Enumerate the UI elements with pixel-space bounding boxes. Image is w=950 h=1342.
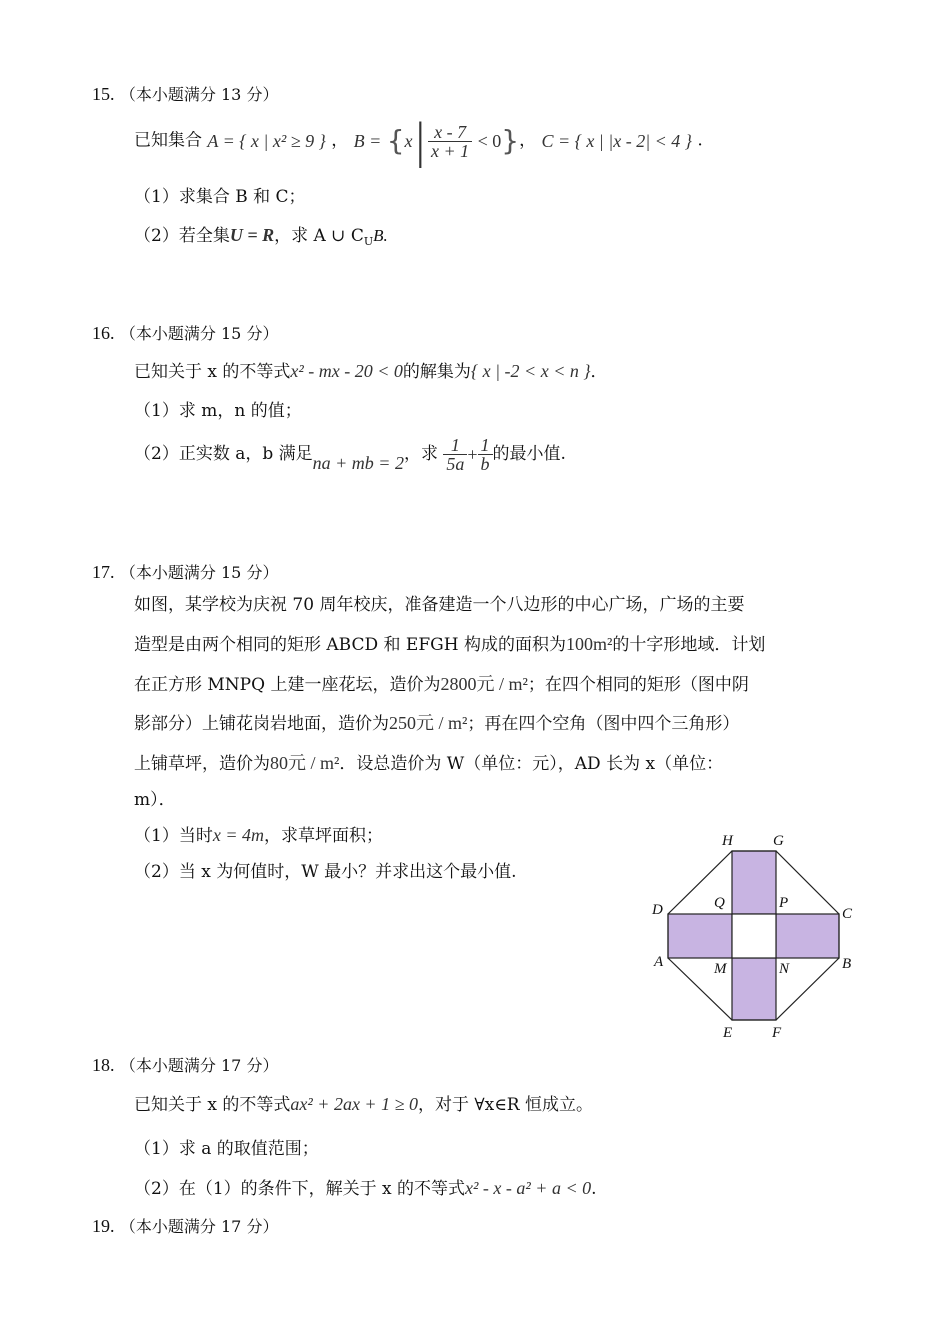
problem-17-line-1: 如图，某学校为庆祝 70 周年校庆，准备建造一个八边形的中心广场，广场的主要 — [134, 595, 745, 615]
square-mnpq — [732, 914, 776, 958]
problem-17-q1: （1）当时x = 4m，求草坪面积； — [134, 825, 383, 846]
lawn-price: 80元 / m² — [270, 753, 340, 773]
problem-16-q1: （1）求 m，n 的值； — [134, 401, 302, 421]
label-q: Q — [714, 895, 725, 911]
problem-17-header — [92, 563, 278, 582]
label-a: A — [654, 954, 664, 970]
problem-15-q1: （1）求集合 B 和 C； — [134, 187, 306, 207]
problem-15-q2: （2）若全集U = R，求 A ∪ $C_UB$. — [134, 225, 388, 248]
label-d: D — [652, 902, 663, 918]
label-c: C — [842, 906, 853, 922]
problem-17-line-3: 在正方形 MNPQ 上建一座花坛，造价为2800元 / m²；在四个相同的矩形（图中阴 — [134, 674, 749, 695]
solution-set: { x | -2 < x < n } — [470, 361, 591, 381]
inequality: ax² + 2ax + 1 ≥ 0 — [290, 1094, 418, 1114]
label-b: B — [842, 956, 852, 972]
label-n: N — [779, 961, 790, 977]
inequality: x² - mx - 20 < 0 — [290, 361, 403, 381]
label-h: H — [722, 833, 733, 849]
set-a: A = { x | x² ≥ 9 } — [207, 131, 326, 151]
granite-price: 250元 / m² — [389, 713, 468, 733]
problem-number: 19. — [92, 1216, 115, 1236]
stem-text: 已知集合 — [134, 130, 202, 151]
condition: na + mb = 2 — [312, 453, 404, 473]
label-m: M — [714, 961, 727, 977]
label-p: P — [779, 895, 789, 911]
label-g: G — [773, 833, 784, 849]
label-f: F — [772, 1025, 782, 1041]
inequality-2: x² - x - a² + a < 0 — [465, 1178, 592, 1198]
problem-16-header — [92, 324, 278, 343]
problem-16-q2: （2）正实数 a，b 满足na + mb = 2，求 $\frac{1}{5a}$ + $\frac{1}{b}$ 的最小值. — [134, 435, 566, 474]
problem-number: 16. — [92, 323, 115, 343]
universal-set: U = R — [229, 225, 275, 245]
problem-17-line-2: 造型是由两个相同的矩形 ABCD 和 EFGH 构成的面积为100m²的十字形地域．计划 — [134, 634, 766, 655]
problem-17-line-5: 上铺草坪，造价为80元 / m²．设总造价为 W（单位：元），AD 长为 x（单位： — [134, 753, 724, 774]
fraction-1-over-5a: $\frac{1}{5a}$ — [443, 436, 467, 473]
octagon-cross-figure — [645, 828, 865, 1043]
score-note: （本小题满分 15 分） — [119, 324, 279, 343]
problem-18-stem: 已知关于 x 的不等式ax² + 2ax + 1 ≥ 0，对于 ∀x∈R 恒成立。 — [134, 1094, 593, 1115]
shaded-rect-left — [668, 914, 732, 958]
problem-number: 18. — [92, 1055, 115, 1075]
shaded-rect-bottom — [732, 958, 776, 1020]
problem-number: 17. — [92, 562, 115, 582]
problem-18-q1: （1）求 a 的取值范围； — [134, 1139, 319, 1159]
fraction-1-over-b: $\frac{1}{b}$ — [478, 436, 493, 473]
score-note: （本小题满分 13 分） — [119, 85, 279, 104]
flower-bed-price: 2800元 / m² — [440, 674, 528, 694]
set-b-relation: < 0 — [477, 131, 502, 151]
set-b-lhs: B = — [353, 131, 382, 151]
problem-17-line-6: m）． — [134, 790, 176, 810]
score-note: （本小题满分 17 分） — [119, 1056, 279, 1075]
shaded-rect-right — [776, 914, 839, 958]
set-c: C = { x | |x - 2| < 4 } — [541, 131, 692, 151]
problem-18-header — [92, 1056, 278, 1075]
x-value: x = 4m — [212, 825, 264, 845]
shaded-rect-top — [732, 851, 776, 914]
problem-16-stem: 已知关于 x 的不等式x² - mx - 20 < 0的解集为{ x | -2 < x < n }． — [134, 361, 608, 382]
problem-15-stem: 已知集合 A = { x | x² ≥ 9 } ， B = {x| $\frac{x - 7}{x + 1}$ < 0}， C = { x | |x - 2| < 4 } . — [134, 114, 703, 168]
label-e: E — [723, 1025, 733, 1041]
score-note: （本小题满分 15 分） — [119, 563, 279, 582]
problem-15-header — [92, 85, 278, 104]
set-b-fraction: $\frac{x - 7}{x + 1}$ — [428, 123, 472, 160]
problem-17-q2: （2）当 x 为何值时，W 最小？并求出这个最小值. — [134, 862, 517, 882]
problem-number: 15. — [92, 84, 115, 104]
problem-18-q2: （2）在（1）的条件下，解关于 x 的不等式x² - x - a² + a < 0. — [134, 1178, 597, 1199]
problem-17-line-4: 影部分）上铺花岗岩地面，造价为250元 / m²；再在四个空角（图中四个三角形） — [134, 713, 740, 734]
problem-19-header — [92, 1217, 278, 1236]
score-note: （本小题满分 17 分） — [119, 1217, 279, 1236]
area-value: 100m² — [565, 634, 613, 654]
